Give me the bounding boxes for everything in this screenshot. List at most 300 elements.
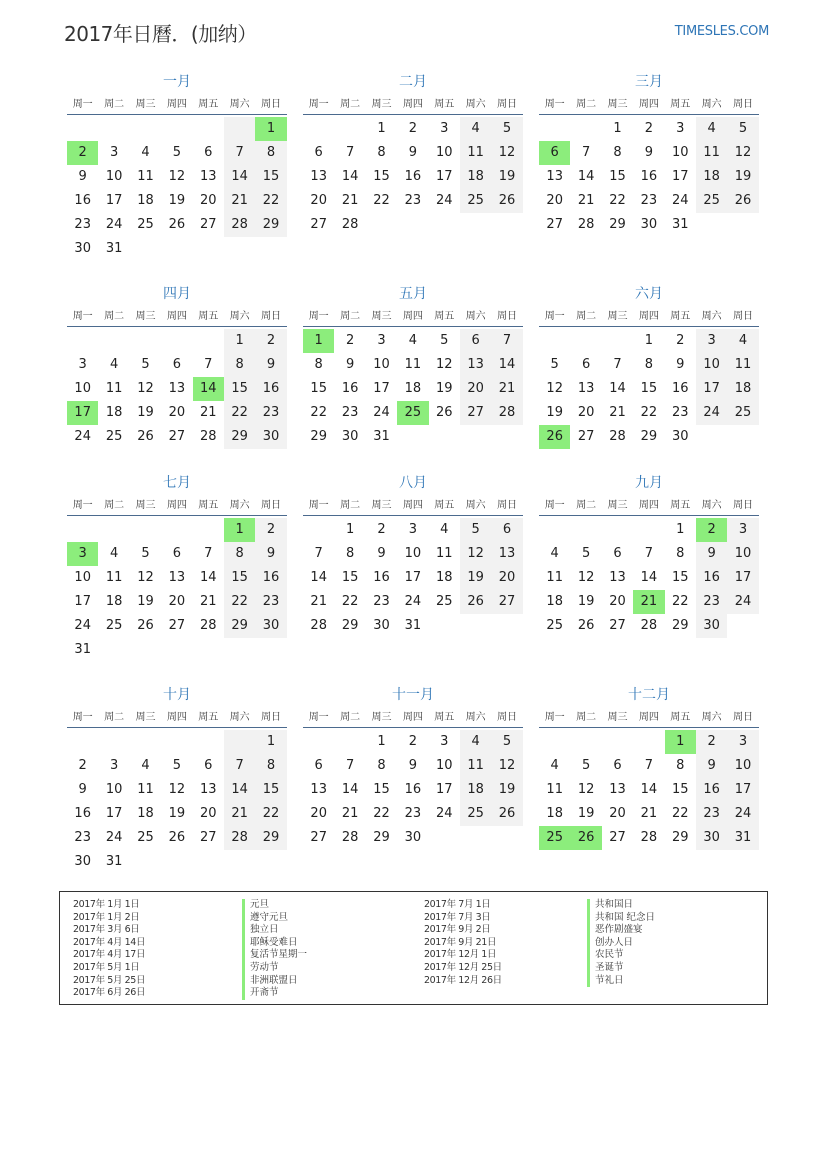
day-cell[interactable]: 27 (609, 618, 626, 633)
day-cell[interactable]: 24 (727, 802, 758, 826)
holiday-day-cell[interactable]: 3 (67, 542, 98, 566)
day-cell[interactable]: 3 (676, 121, 685, 136)
day-cell[interactable]: 13 (460, 353, 491, 377)
day-cell[interactable]: 5 (727, 117, 758, 141)
day-cell[interactable]: 7 (345, 145, 355, 160)
day-cell[interactable]: 20 (609, 806, 626, 821)
day-cell[interactable]: 22 (224, 401, 255, 425)
day-cell[interactable]: 27 (168, 429, 186, 444)
day-cell[interactable]: 29 (373, 830, 390, 845)
day-cell[interactable]: 12 (727, 141, 758, 165)
day-cell[interactable]: 9 (255, 542, 286, 566)
day-cell[interactable]: 18 (546, 806, 563, 821)
day-cell[interactable]: 16 (341, 381, 359, 396)
day-cell[interactable]: 20 (609, 594, 626, 609)
day-cell[interactable]: 23 (404, 806, 422, 821)
day-cell[interactable]: 10 (105, 782, 123, 797)
day-cell[interactable]: 14 (640, 782, 658, 797)
holiday-day-cell[interactable]: 1 (665, 730, 696, 754)
day-cell[interactable]: 8 (224, 353, 255, 377)
day-cell[interactable]: 30 (74, 241, 91, 256)
day-cell[interactable]: 13 (609, 570, 626, 585)
day-cell[interactable]: 21 (224, 802, 255, 826)
day-cell[interactable]: 3 (78, 357, 87, 372)
day-cell[interactable]: 12 (491, 141, 522, 165)
day-cell[interactable]: 12 (546, 381, 563, 396)
day-cell[interactable]: 14 (491, 353, 522, 377)
day-cell[interactable]: 10 (74, 381, 91, 396)
holiday-day-cell[interactable]: 1 (224, 518, 255, 542)
day-cell[interactable]: 29 (671, 830, 689, 845)
day-cell[interactable]: 8 (377, 758, 386, 773)
day-cell[interactable]: 30 (404, 830, 422, 845)
day-cell[interactable]: 11 (546, 782, 563, 797)
day-cell[interactable]: 28 (577, 217, 595, 232)
day-cell[interactable]: 28 (310, 618, 327, 633)
day-cell[interactable]: 10 (373, 357, 390, 372)
day-cell[interactable]: 18 (435, 570, 453, 585)
day-cell[interactable]: 6 (314, 145, 323, 160)
day-cell[interactable]: 7 (644, 546, 653, 561)
day-cell[interactable]: 6 (314, 758, 323, 773)
day-cell[interactable]: 28 (224, 826, 255, 850)
day-cell[interactable]: 3 (109, 758, 119, 773)
day-cell[interactable]: 9 (676, 357, 685, 372)
day-cell[interactable]: 15 (341, 570, 359, 585)
day-cell[interactable]: 8 (224, 542, 255, 566)
day-cell[interactable]: 16 (74, 806, 91, 821)
day-cell[interactable]: 29 (224, 614, 255, 638)
day-cell[interactable]: 18 (137, 806, 154, 821)
day-cell[interactable]: 29 (609, 217, 626, 232)
day-cell[interactable]: 30 (373, 618, 390, 633)
day-cell[interactable]: 3 (440, 734, 449, 749)
day-cell[interactable]: 16 (255, 566, 286, 590)
day-cell[interactable]: 23 (341, 405, 359, 420)
day-cell[interactable]: 26 (168, 217, 186, 232)
day-cell[interactable]: 13 (491, 542, 522, 566)
day-cell[interactable]: 20 (168, 594, 186, 609)
holiday-day-cell[interactable]: 17 (67, 401, 98, 425)
day-cell[interactable]: 20 (199, 193, 217, 208)
day-cell[interactable]: 22 (373, 806, 390, 821)
holiday-day-cell[interactable]: 6 (539, 141, 570, 165)
day-cell[interactable]: 7 (224, 754, 255, 778)
day-cell[interactable]: 21 (341, 193, 359, 208)
day-cell[interactable]: 30 (696, 826, 727, 850)
day-cell[interactable]: 4 (109, 546, 119, 561)
day-cell[interactable]: 31 (105, 854, 123, 869)
day-cell[interactable]: 29 (341, 618, 359, 633)
day-cell[interactable]: 5 (491, 730, 522, 754)
day-cell[interactable]: 23 (696, 802, 727, 826)
day-cell[interactable]: 25 (105, 429, 123, 444)
day-cell[interactable]: 21 (341, 806, 359, 821)
day-cell[interactable]: 24 (105, 830, 123, 845)
day-cell[interactable]: 9 (696, 542, 727, 566)
day-cell[interactable]: 15 (255, 165, 286, 189)
day-cell[interactable]: 9 (696, 754, 727, 778)
day-cell[interactable]: 5 (440, 333, 449, 348)
day-cell[interactable]: 24 (696, 401, 727, 425)
day-cell[interactable]: 20 (310, 193, 327, 208)
day-cell[interactable]: 3 (377, 333, 386, 348)
day-cell[interactable]: 21 (577, 193, 595, 208)
day-cell[interactable]: 19 (168, 806, 186, 821)
day-cell[interactable]: 20 (460, 377, 491, 401)
day-cell[interactable]: 4 (727, 329, 758, 353)
day-cell[interactable]: 2 (644, 121, 653, 136)
day-cell[interactable]: 8 (377, 145, 386, 160)
day-cell[interactable]: 20 (577, 405, 595, 420)
day-cell[interactable]: 4 (109, 357, 119, 372)
day-cell[interactable]: 19 (727, 165, 758, 189)
day-cell[interactable]: 14 (224, 165, 255, 189)
day-cell[interactable]: 21 (310, 594, 327, 609)
day-cell[interactable]: 16 (640, 169, 658, 184)
day-cell[interactable]: 9 (255, 353, 286, 377)
day-cell[interactable]: 19 (577, 806, 595, 821)
day-cell[interactable]: 6 (613, 546, 622, 561)
day-cell[interactable]: 29 (224, 425, 255, 449)
day-cell[interactable]: 25 (137, 217, 154, 232)
day-cell[interactable]: 1 (613, 121, 622, 136)
day-cell[interactable]: 24 (74, 429, 91, 444)
day-cell[interactable]: 25 (546, 618, 563, 633)
day-cell[interactable]: 30 (74, 854, 91, 869)
day-cell[interactable]: 12 (137, 381, 154, 396)
day-cell[interactable]: 15 (224, 377, 255, 401)
day-cell[interactable]: 11 (105, 570, 123, 585)
day-cell[interactable]: 30 (640, 217, 658, 232)
day-cell[interactable]: 9 (408, 758, 417, 773)
day-cell[interactable]: 4 (460, 730, 491, 754)
day-cell[interactable]: 13 (546, 169, 563, 184)
day-cell[interactable]: 5 (141, 546, 150, 561)
day-cell[interactable]: 11 (546, 570, 563, 585)
day-cell[interactable]: 2 (78, 758, 87, 773)
day-cell[interactable]: 19 (168, 193, 186, 208)
day-cell[interactable]: 19 (491, 778, 522, 802)
day-cell[interactable]: 30 (255, 614, 286, 638)
holiday-day-cell[interactable]: 25 (397, 401, 428, 425)
day-cell[interactable]: 8 (613, 145, 622, 160)
day-cell[interactable]: 5 (460, 518, 491, 542)
day-cell[interactable]: 4 (440, 522, 449, 537)
day-cell[interactable]: 4 (550, 758, 559, 773)
day-cell[interactable]: 7 (491, 329, 522, 353)
day-cell[interactable]: 21 (640, 806, 658, 821)
day-cell[interactable]: 17 (105, 806, 123, 821)
day-cell[interactable]: 4 (141, 145, 150, 160)
day-cell[interactable]: 17 (435, 782, 453, 797)
day-cell[interactable]: 18 (460, 165, 491, 189)
holiday-day-cell[interactable]: 1 (303, 329, 334, 353)
day-cell[interactable]: 28 (341, 217, 359, 232)
day-cell[interactable]: 19 (546, 405, 563, 420)
holiday-day-cell[interactable]: 26 (539, 425, 570, 449)
day-cell[interactable]: 27 (546, 217, 563, 232)
day-cell[interactable]: 9 (644, 145, 653, 160)
day-cell[interactable]: 17 (105, 193, 123, 208)
day-cell[interactable]: 18 (460, 778, 491, 802)
day-cell[interactable]: 11 (105, 381, 123, 396)
day-cell[interactable]: 25 (696, 189, 727, 213)
day-cell[interactable]: 18 (727, 377, 758, 401)
day-cell[interactable]: 26 (435, 405, 453, 420)
day-cell[interactable]: 16 (74, 193, 91, 208)
day-cell[interactable]: 2 (408, 121, 417, 136)
day-cell[interactable]: 7 (224, 141, 255, 165)
day-cell[interactable]: 6 (491, 518, 522, 542)
day-cell[interactable]: 28 (199, 429, 217, 444)
day-cell[interactable]: 8 (314, 357, 323, 372)
day-cell[interactable]: 20 (168, 405, 186, 420)
day-cell[interactable]: 2 (345, 333, 355, 348)
day-cell[interactable]: 24 (105, 217, 123, 232)
day-cell[interactable]: 27 (491, 590, 522, 614)
day-cell[interactable]: 27 (609, 830, 626, 845)
day-cell[interactable]: 15 (640, 381, 658, 396)
day-cell[interactable]: 17 (404, 570, 422, 585)
day-cell[interactable]: 22 (255, 802, 286, 826)
day-cell[interactable]: 9 (377, 546, 386, 561)
day-cell[interactable]: 5 (550, 357, 559, 372)
day-cell[interactable]: 13 (168, 381, 186, 396)
holiday-day-cell[interactable]: 2 (67, 141, 98, 165)
day-cell[interactable]: 23 (255, 401, 286, 425)
holiday-day-cell[interactable]: 1 (255, 117, 286, 141)
day-cell[interactable]: 16 (404, 782, 422, 797)
day-cell[interactable]: 1 (377, 734, 386, 749)
day-cell[interactable]: 11 (460, 754, 491, 778)
day-cell[interactable]: 13 (577, 381, 595, 396)
day-cell[interactable]: 5 (172, 758, 181, 773)
day-cell[interactable]: 18 (696, 165, 727, 189)
day-cell[interactable]: 4 (550, 546, 559, 561)
day-cell[interactable]: 18 (404, 381, 422, 396)
day-cell[interactable]: 13 (168, 570, 186, 585)
day-cell[interactable]: 30 (341, 429, 359, 444)
day-cell[interactable]: 6 (204, 145, 213, 160)
day-cell[interactable]: 1 (676, 522, 685, 537)
day-cell[interactable]: 6 (172, 357, 181, 372)
day-cell[interactable]: 26 (137, 429, 154, 444)
day-cell[interactable]: 6 (172, 546, 181, 561)
day-cell[interactable]: 22 (671, 594, 689, 609)
day-cell[interactable]: 27 (199, 217, 217, 232)
day-cell[interactable]: 23 (255, 590, 286, 614)
day-cell[interactable]: 31 (671, 217, 689, 232)
day-cell[interactable]: 3 (727, 518, 758, 542)
day-cell[interactable]: 13 (310, 169, 327, 184)
day-cell[interactable]: 17 (696, 377, 727, 401)
day-cell[interactable]: 23 (671, 405, 689, 420)
day-cell[interactable]: 8 (255, 141, 286, 165)
day-cell[interactable]: 14 (199, 570, 217, 585)
day-cell[interactable]: 2 (255, 518, 286, 542)
day-cell[interactable]: 23 (696, 590, 727, 614)
day-cell[interactable]: 28 (640, 830, 658, 845)
day-cell[interactable]: 29 (310, 429, 327, 444)
day-cell[interactable]: 21 (609, 405, 626, 420)
day-cell[interactable]: 26 (168, 830, 186, 845)
day-cell[interactable]: 8 (345, 546, 355, 561)
day-cell[interactable]: 8 (644, 357, 653, 372)
day-cell[interactable]: 4 (141, 758, 150, 773)
day-cell[interactable]: 26 (460, 590, 491, 614)
day-cell[interactable]: 12 (491, 754, 522, 778)
day-cell[interactable]: 10 (727, 754, 758, 778)
day-cell[interactable]: 28 (224, 213, 255, 237)
day-cell[interactable]: 20 (546, 193, 563, 208)
site-logo[interactable]: TIMESLES.COM (674, 24, 769, 39)
day-cell[interactable]: 27 (310, 830, 327, 845)
day-cell[interactable]: 19 (137, 594, 154, 609)
day-cell[interactable]: 27 (577, 429, 595, 444)
day-cell[interactable]: 11 (435, 546, 453, 561)
day-cell[interactable]: 28 (341, 830, 359, 845)
day-cell[interactable]: 17 (373, 381, 390, 396)
day-cell[interactable]: 8 (676, 546, 685, 561)
day-cell[interactable]: 4 (408, 333, 417, 348)
day-cell[interactable]: 10 (105, 169, 123, 184)
day-cell[interactable]: 5 (581, 546, 591, 561)
day-cell[interactable]: 2 (377, 522, 386, 537)
day-cell[interactable]: 5 (172, 145, 181, 160)
day-cell[interactable]: 26 (491, 189, 522, 213)
day-cell[interactable]: 26 (137, 618, 154, 633)
day-cell[interactable]: 14 (609, 381, 626, 396)
day-cell[interactable]: 6 (581, 357, 591, 372)
day-cell[interactable]: 21 (224, 189, 255, 213)
day-cell[interactable]: 27 (168, 618, 186, 633)
day-cell[interactable]: 25 (435, 594, 453, 609)
day-cell[interactable]: 10 (696, 353, 727, 377)
day-cell[interactable]: 27 (310, 217, 327, 232)
day-cell[interactable]: 12 (460, 542, 491, 566)
day-cell[interactable]: 12 (137, 570, 154, 585)
day-cell[interactable]: 31 (74, 642, 91, 657)
day-cell[interactable]: 14 (341, 169, 359, 184)
day-cell[interactable]: 2 (676, 333, 685, 348)
day-cell[interactable]: 24 (373, 405, 390, 420)
day-cell[interactable]: 15 (609, 169, 626, 184)
day-cell[interactable]: 15 (671, 570, 689, 585)
day-cell[interactable]: 21 (199, 594, 217, 609)
day-cell[interactable]: 25 (105, 618, 123, 633)
day-cell[interactable]: 5 (491, 117, 522, 141)
day-cell[interactable]: 16 (696, 778, 727, 802)
day-cell[interactable]: 10 (435, 145, 453, 160)
day-cell[interactable]: 2 (408, 734, 417, 749)
day-cell[interactable]: 20 (199, 806, 217, 821)
day-cell[interactable]: 3 (727, 730, 758, 754)
day-cell[interactable]: 28 (640, 618, 658, 633)
day-cell[interactable]: 12 (168, 782, 186, 797)
day-cell[interactable]: 13 (199, 169, 217, 184)
day-cell[interactable]: 15 (373, 782, 390, 797)
day-cell[interactable]: 1 (345, 522, 355, 537)
day-cell[interactable]: 16 (404, 169, 422, 184)
day-cell[interactable]: 13 (609, 782, 626, 797)
day-cell[interactable]: 12 (168, 169, 186, 184)
day-cell[interactable]: 28 (609, 429, 626, 444)
day-cell[interactable]: 20 (310, 806, 327, 821)
day-cell[interactable]: 22 (341, 594, 359, 609)
day-cell[interactable]: 7 (644, 758, 653, 773)
day-cell[interactable]: 22 (640, 405, 658, 420)
day-cell[interactable]: 21 (491, 377, 522, 401)
day-cell[interactable]: 24 (74, 618, 91, 633)
day-cell[interactable]: 22 (310, 405, 327, 420)
day-cell[interactable]: 27 (199, 830, 217, 845)
day-cell[interactable]: 14 (577, 169, 595, 184)
day-cell[interactable]: 5 (581, 758, 591, 773)
day-cell[interactable]: 22 (671, 806, 689, 821)
day-cell[interactable]: 22 (373, 193, 390, 208)
day-cell[interactable]: 11 (404, 357, 422, 372)
day-cell[interactable]: 15 (310, 381, 327, 396)
day-cell[interactable]: 14 (640, 570, 658, 585)
day-cell[interactable]: 23 (404, 193, 422, 208)
day-cell[interactable]: 7 (581, 145, 591, 160)
day-cell[interactable]: 1 (255, 730, 286, 754)
day-cell[interactable]: 26 (491, 802, 522, 826)
day-cell[interactable]: 29 (640, 429, 658, 444)
day-cell[interactable]: 11 (137, 782, 154, 797)
day-cell[interactable]: 19 (460, 566, 491, 590)
day-cell[interactable]: 18 (546, 594, 563, 609)
day-cell[interactable]: 7 (345, 758, 355, 773)
day-cell[interactable]: 30 (255, 425, 286, 449)
day-cell[interactable]: 11 (727, 353, 758, 377)
day-cell[interactable]: 10 (671, 145, 689, 160)
day-cell[interactable]: 11 (460, 141, 491, 165)
day-cell[interactable]: 10 (74, 570, 91, 585)
day-cell[interactable]: 29 (255, 826, 286, 850)
day-cell[interactable]: 3 (440, 121, 449, 136)
day-cell[interactable]: 22 (255, 189, 286, 213)
day-cell[interactable]: 6 (460, 329, 491, 353)
day-cell[interactable]: 11 (696, 141, 727, 165)
day-cell[interactable]: 16 (255, 377, 286, 401)
day-cell[interactable]: 18 (105, 594, 123, 609)
day-cell[interactable]: 28 (491, 401, 522, 425)
day-cell[interactable]: 8 (255, 754, 286, 778)
day-cell[interactable]: 28 (199, 618, 217, 633)
day-cell[interactable]: 1 (377, 121, 386, 136)
day-cell[interactable]: 6 (613, 758, 622, 773)
day-cell[interactable]: 19 (491, 165, 522, 189)
day-cell[interactable]: 10 (435, 758, 453, 773)
day-cell[interactable]: 11 (137, 169, 154, 184)
day-cell[interactable]: 23 (74, 217, 91, 232)
day-cell[interactable]: 14 (341, 782, 359, 797)
day-cell[interactable]: 5 (141, 357, 150, 372)
day-cell[interactable]: 12 (577, 570, 595, 585)
day-cell[interactable]: 1 (644, 333, 653, 348)
day-cell[interactable]: 7 (204, 546, 213, 561)
day-cell[interactable]: 17 (74, 594, 91, 609)
day-cell[interactable]: 12 (577, 782, 595, 797)
day-cell[interactable]: 24 (435, 806, 453, 821)
day-cell[interactable]: 9 (345, 357, 355, 372)
day-cell[interactable]: 25 (460, 189, 491, 213)
day-cell[interactable]: 1 (224, 329, 255, 353)
day-cell[interactable]: 22 (224, 590, 255, 614)
day-cell[interactable]: 13 (199, 782, 217, 797)
